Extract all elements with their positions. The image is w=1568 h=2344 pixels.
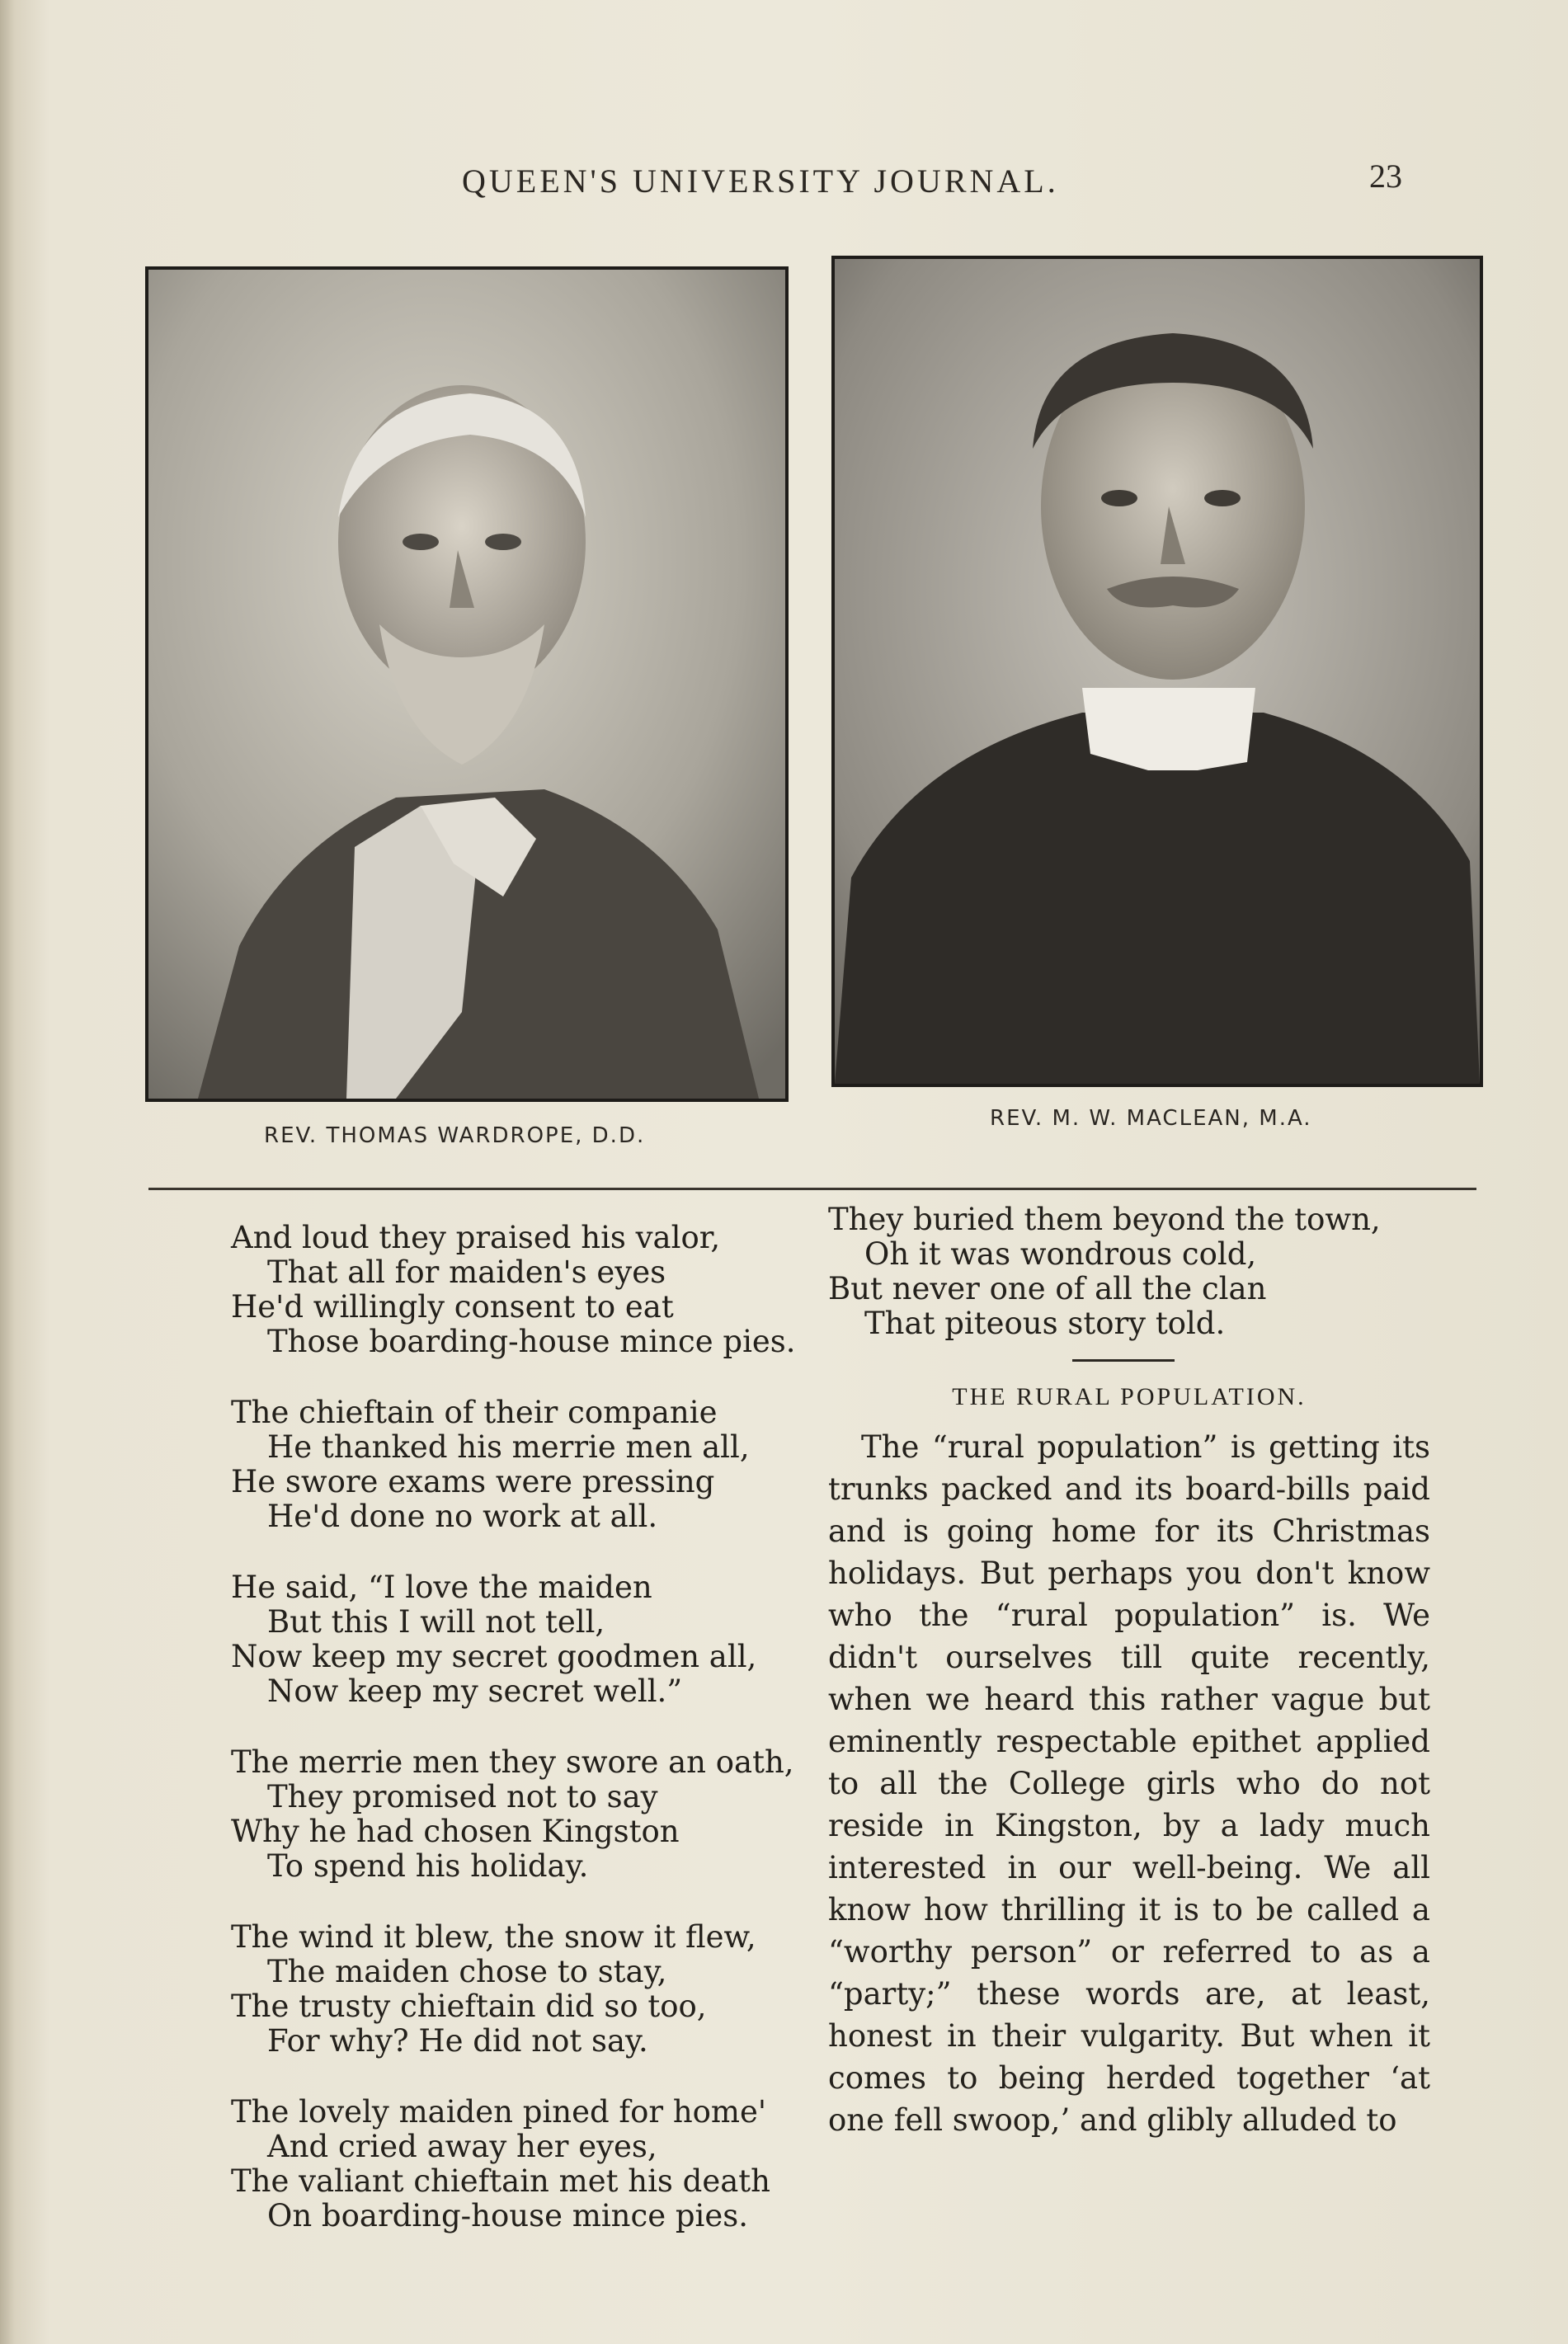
poem-line: The trusty chieftain did so too, — [231, 1989, 707, 2024]
article-body: The “rural population” is getting its trunks packed and its board-bills paid and is going home for its Christmas holidays. But perhaps you don't know who the “rural population” is. We didn't ourselves till quite recently, when we heard this rather vague but eminently respectable epithet applied to all the College girls who do not reside in Kingston, by a lady much interested in our well-being. We all know how thrilling it is to be called a “worthy person” or referred to as a “party;” these words are, at least, honest in their vulgarity. But when it comes to being herded together ‘at one fell swoop,’ and glibly alluded to — [828, 1429, 1430, 2138]
poem-line: On boarding-house mince pies. — [267, 2198, 749, 2233]
right-column — [828, 1203, 1430, 2141]
poem-line: Oh it was wondrous cold, — [864, 1236, 1257, 1272]
poem-line: The wind it blew, the snow it flew, — [231, 1919, 756, 1955]
poem-line: To spend his holiday. — [267, 1848, 589, 1884]
section-divider — [148, 1188, 1476, 1190]
poem-line: Now keep my secret goodmen all, — [231, 1639, 757, 1674]
poem-line: The lovely maiden pined for home' — [231, 2094, 767, 2130]
portrait-wardrope — [145, 266, 789, 1102]
page-number: 23 — [1369, 158, 1402, 195]
poem-stanza-continued — [828, 1203, 1430, 1341]
poem-line: But never one of all the clan — [828, 1271, 1267, 1306]
poem-line: He'd willingly consent to eat — [231, 1289, 674, 1325]
poem-line: Now keep my secret well.” — [267, 1673, 683, 1709]
poem-line: That piteous story told. — [864, 1306, 1226, 1341]
poem-stanza — [231, 1221, 841, 1359]
poem-line: He'd done no work at all. — [267, 1499, 658, 1534]
poem-line: Why he had chosen Kingston — [231, 1814, 680, 1849]
poem-line: The merrie men they swore an oath, — [231, 1744, 794, 1780]
poem-stanza — [231, 2095, 841, 2233]
poem-stanza — [231, 1920, 841, 2059]
poem-line: He thanked his merrie men all, — [267, 1429, 750, 1465]
poem-line: He swore exams were pressing — [231, 1464, 715, 1499]
portrait-wardrope-image — [148, 270, 785, 1099]
poem-line: They buried them beyond the town, — [828, 1202, 1381, 1237]
poem-line: But this I will not tell, — [267, 1604, 605, 1640]
poem-line: The valiant chieftain met his death — [231, 2163, 771, 2199]
poem-line: For why? He did not say. — [267, 2023, 648, 2059]
caption-wardrope: REV. THOMAS WARDROPE, D.D. — [264, 1123, 646, 1148]
article-heading: THE RURAL POPULATION. — [952, 1383, 1307, 1410]
poem-line: The chieftain of their companie — [231, 1395, 718, 1430]
poem-stanza — [231, 1396, 841, 1534]
poem-line: That all for maiden's eyes — [267, 1254, 666, 1290]
poem-stanza — [231, 1570, 841, 1709]
journal-title: QUEEN'S UNIVERSITY JOURNAL. — [462, 162, 1059, 200]
poem-line: And cried away her eyes, — [267, 2129, 657, 2164]
portrait-maclean — [831, 256, 1483, 1087]
poem-line: He said, “I love the maiden — [231, 1570, 652, 1605]
poem-line: The maiden chose to stay, — [267, 1954, 667, 1989]
poem-line: They promised not to say — [267, 1779, 658, 1814]
short-divider — [1072, 1359, 1175, 1362]
poem-column — [231, 1221, 841, 2270]
poem-line: And loud they praised his valor, — [231, 1220, 721, 1255]
poem-stanza — [231, 1745, 841, 1884]
poem-line: Those boarding-house mince pies. — [267, 1324, 796, 1359]
caption-maclean: REV. M. W. MACLEAN, M.A. — [990, 1106, 1312, 1131]
portrait-maclean-image — [835, 259, 1480, 1084]
